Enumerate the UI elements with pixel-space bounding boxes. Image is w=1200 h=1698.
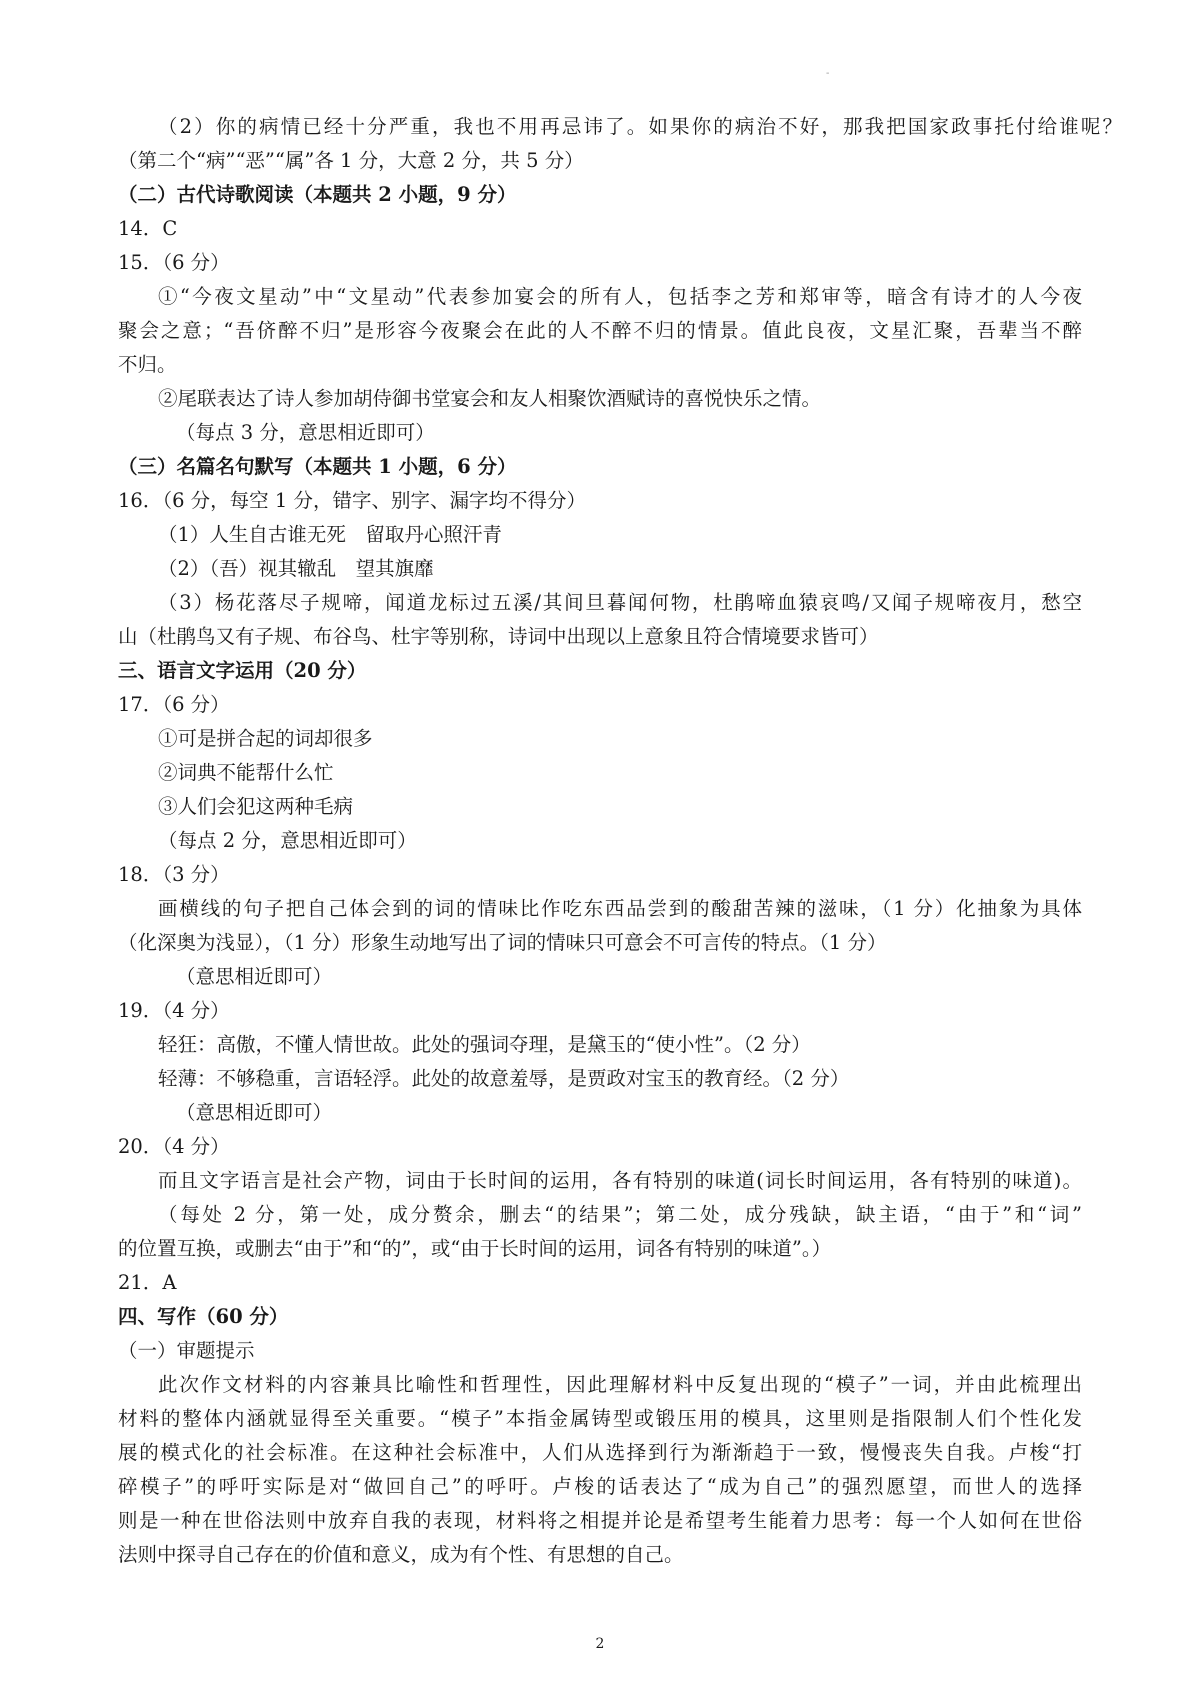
writing-prompt-line-4: 碎模子”的呼吁实际是对“做回自己”的呼吁。卢梭的话表达了“成为自己”的强烈愿望，而世人的选择 bbox=[118, 1475, 1082, 1498]
scan-mark: - bbox=[826, 68, 830, 79]
answer-15-point-1-line-2: 聚会之意；“吾侪醉不归”是形容今夜聚会在此的人不醉不归的情景。值此良夜，文星汇聚，吾辈当不醉 bbox=[118, 319, 1082, 342]
answer-16-2: （2）（吾）视其辙乱 望其旗靡 bbox=[158, 557, 434, 580]
section-heading-recitation: （三）名篇名句默写（本题共 1 小题，6 分） bbox=[118, 455, 517, 478]
answer-18-line-2: （化深奥为浅显），（1 分）形象生动地写出了词的情味只可意会不可言传的特点。（1 分） bbox=[118, 931, 887, 954]
answer-13-2-scoring: （第二个“病”“恶”“属”各 1 分，大意 2 分，共 5 分） bbox=[118, 149, 584, 172]
answer-16-header: 16．（6 分，每空 1 分，错字、别字、漏字均不得分） bbox=[118, 489, 586, 512]
answer-21: 21．A bbox=[118, 1271, 177, 1294]
writing-prompt-line-6: 法则中探寻自己存在的价值和意义，成为有个性、有思想的自己。 bbox=[118, 1543, 684, 1566]
answer-17-point-2: ②词典不能帮什么忙 bbox=[158, 761, 334, 784]
answer-20-scoring-line-1: （每处 2 分，第一处，成分赘余，删去“的结果”；第二处，成分残缺，缺主语，“由于”和“词” bbox=[158, 1203, 1082, 1226]
answer-20-corrected-sentence: 而且文字语言是社会产物，词由于长时间的运用，各有特别的味道(词长时间运用，各有特别的味道)。 bbox=[158, 1169, 1082, 1192]
answer-16-3-line-1: （3）杨花落尽子规啼，闻道龙标过五溪/其间旦暮闻何物，杜鹃啼血猿哀鸣/又闻子规啼夜月，愁空 bbox=[158, 591, 1082, 614]
answer-15-point-1-line-1: ①“今夜文星动”中“文星动”代表参加宴会的所有人，包括李之芳和郑审等，暗含有诗才的人今夜 bbox=[158, 285, 1082, 308]
answer-20-scoring-line-2: 的位置互换，或删去“由于”和“的”，或“由于长时间的运用，词各有特别的味道”。） bbox=[118, 1237, 832, 1260]
answer-15-header: 15．（6 分） bbox=[118, 251, 230, 274]
answer-16-1: （1）人生自古谁无死 留取丹心照汗青 bbox=[158, 523, 502, 546]
answer-20-header: 20．（4 分） bbox=[118, 1135, 230, 1158]
answer-18-line-1: 画横线的句子把自己体会到的词的情味比作吃东西品尝到的酸甜苦辣的滋味，（1 分）化抽象为具体 bbox=[158, 897, 1082, 920]
answer-15-scoring: （每点 3 分，意思相近即可） bbox=[176, 421, 435, 444]
answer-19-scoring: （意思相近即可） bbox=[176, 1101, 333, 1124]
answer-17-header: 17．（6 分） bbox=[118, 693, 230, 716]
answer-15-point-2: ②尾联表达了诗人参加胡侍御书堂宴会和友人相聚饮酒赋诗的喜悦快乐之情。 bbox=[158, 387, 822, 410]
answer-17-point-1: ①可是拼合起的词却很多 bbox=[158, 727, 373, 750]
answer-17-scoring: （每点 2 分，意思相近即可） bbox=[158, 829, 417, 852]
page-number: 2 bbox=[595, 1636, 605, 1652]
section-heading-writing: 四、写作（60 分） bbox=[118, 1305, 289, 1328]
answer-19-qingbo: 轻薄：不够稳重，言语轻浮。此处的故意羞辱，是贾政对宝玉的教育经。（2 分） bbox=[158, 1067, 850, 1090]
answer-14: 14．C bbox=[118, 217, 178, 240]
answer-18-header: 18．（3 分） bbox=[118, 863, 230, 886]
answer-19-qingkuang: 轻狂：高傲，不懂人情世故。此处的强词夺理，是黛玉的“使小性”。（2 分） bbox=[158, 1033, 811, 1056]
answer-17-point-3: ③人们会犯这两种毛病 bbox=[158, 795, 354, 818]
section-heading-poetry: （二）古代诗歌阅读（本题共 2 小题，9 分） bbox=[118, 183, 517, 206]
writing-subheading: （一）审题提示 bbox=[118, 1339, 255, 1362]
writing-prompt-line-5: 则是一种在世俗法则中放弃自我的表现，材料将之相提并论是希望考生能着力思考：每一个人如何在世俗 bbox=[118, 1509, 1082, 1532]
answer-13-2-translation: （2）你的病情已经十分严重，我也不用再忌讳了。如果你的病治不好，那我把国家政事托付给谁呢？ bbox=[158, 115, 1122, 138]
section-heading-language: 三、语言文字运用（20 分） bbox=[118, 659, 367, 682]
answer-16-3-line-2: 山（杜鹃鸟又有子规、布谷鸟、杜宇等别称，诗词中出现以上意象且符合情境要求皆可） bbox=[118, 625, 879, 648]
answer-18-scoring: （意思相近即可） bbox=[176, 965, 333, 988]
writing-prompt-line-2: 材料的整体内涵就显得至关重要。“模子”本指金属铸型或锻压用的模具，这里则是指限制人们个性化发 bbox=[118, 1407, 1082, 1430]
writing-prompt-line-3: 展的模式化的社会标准。在这种社会标准中，人们从选择到行为渐渐趋于一致，慢慢丧失自我。卢梭“打 bbox=[118, 1441, 1082, 1464]
answer-15-point-1-line-3: 不归。 bbox=[118, 353, 177, 376]
writing-prompt-line-1: 此次作文材料的内容兼具比喻性和哲理性，因此理解材料中反复出现的“模子”一词，并由此梳理出 bbox=[158, 1373, 1082, 1396]
answer-19-header: 19．（4 分） bbox=[118, 999, 230, 1022]
